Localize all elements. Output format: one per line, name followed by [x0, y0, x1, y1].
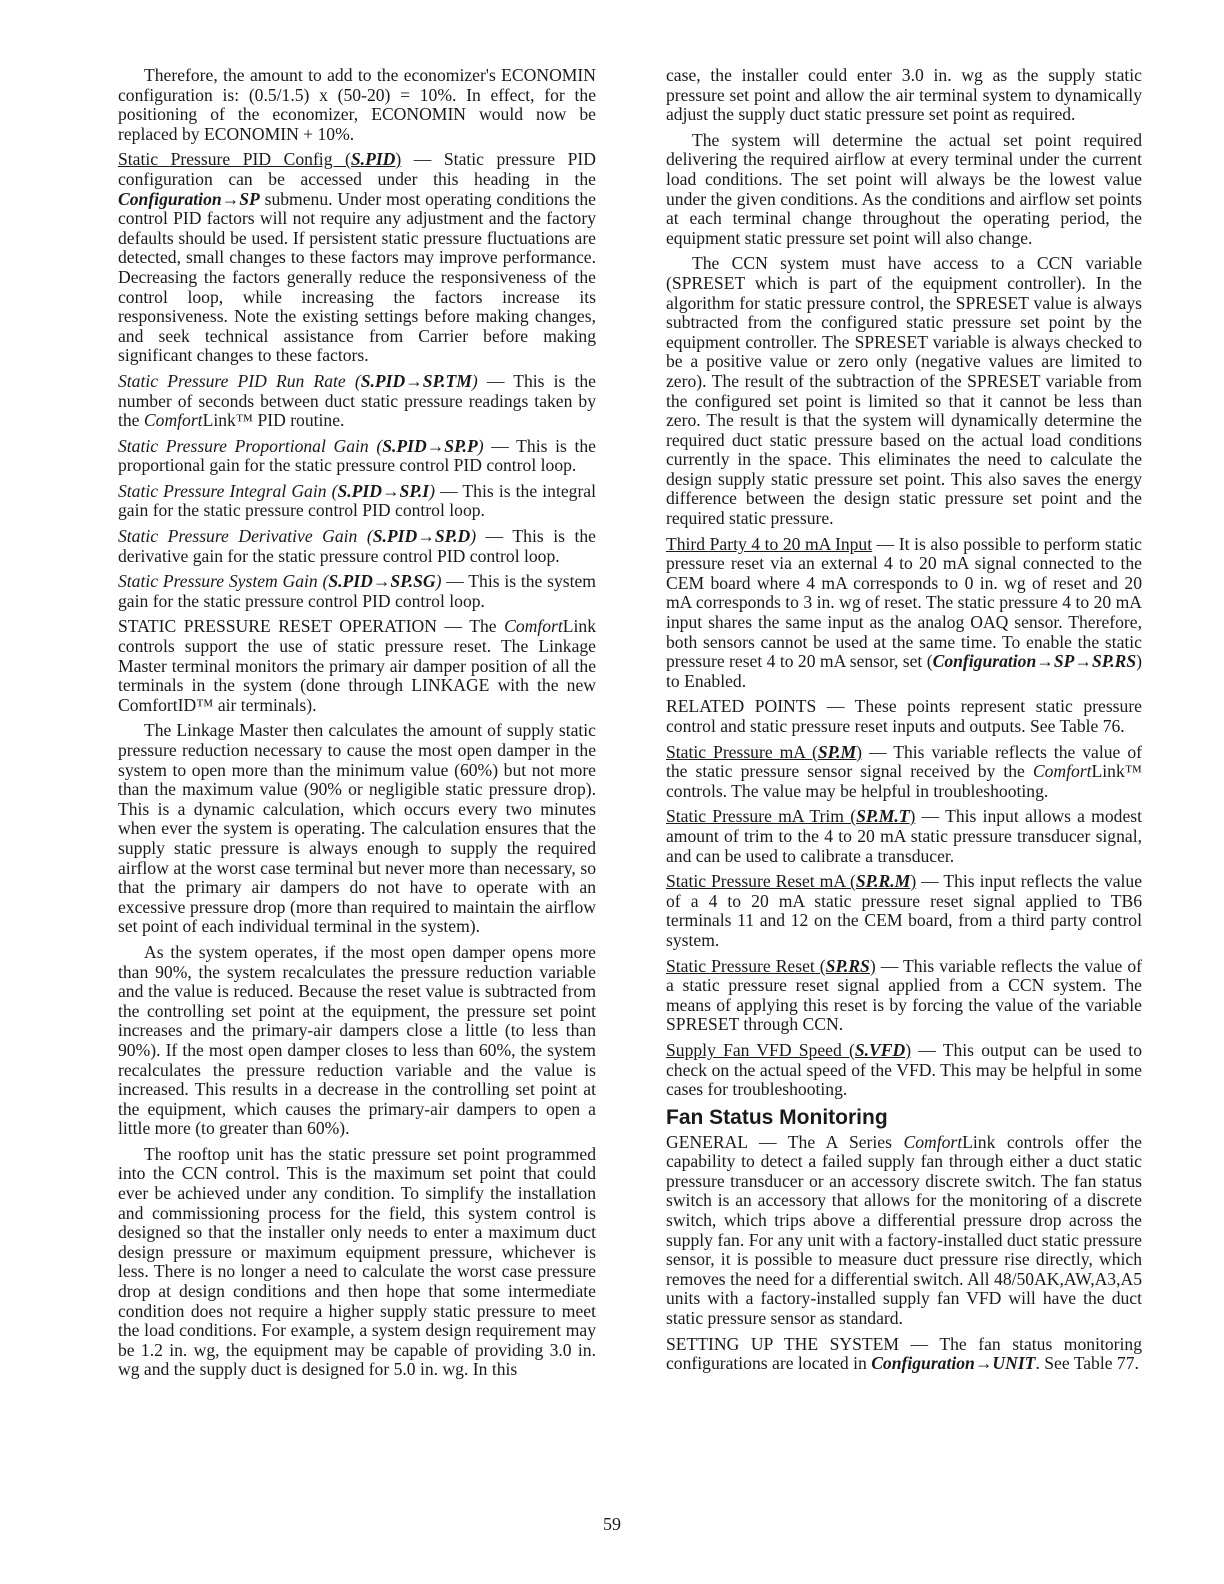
- item-heading: Static Pressure Derivative Gain (S.PID→SP.D): [118, 526, 477, 547]
- paragraph-static-pressure-ma: Static Pressure mA (SP.M) — This variable reflects the value of the static pressure sensor signal received by the ComfortLink™ controls. The value may be helpful in troubleshooting.: [666, 741, 1142, 801]
- caps-heading: STATIC PRESSURE RESET OPERATION: [118, 616, 437, 637]
- fan-status-monitoring-heading: Fan Status Monitoring: [666, 1105, 888, 1129]
- section-heading: Static Pressure mA (SP.M): [666, 741, 863, 762]
- caps-heading: GENERAL: [666, 1131, 748, 1152]
- paragraph: The CCN system must have access to a CCN variable (SPRESET which is part of the equipment controller). In the algorithm for static pressure control, the SPRESET value is always subtracted from the configured static pressure set point by the equipment controller. The SPRESET variable is always checked to be a positive value or zero only (negative values are limited to zero). The result of the subtraction of the SPRESET variable from the configured set point is limited so that it cannot be less than zero. The result is that the system will dynamically determine the required duct static pressure based on the actual load conditions currently in the space. This eliminates the need to calculate the design supply static pressure set point. This also saves the energy difference between the design static pressure set point and the required static pressure.: [666, 253, 1142, 529]
- paragraph: The rooftop unit has the static pressure set point programmed into the CCN control. This is the maximum set point that could ever be achieved under any condition. To simplify the installation and commissioning process for the field, this system control is designed so that the installer only needs to enter a maximum duct design pressure or maximum equipment pressure, whichever is less. There is no longer a need to calculate the worst case pressure drop at design conditions and then hope that some intermediate condition does not require a higher supply static pressure to meet the load conditions. For example, a system design requirement may be 1.2 in. wg, the equipment may be capable of providing 3.0 in. wg and the supply duct is designed for 5.0 in. wg. In this: [118, 1143, 596, 1380]
- paragraph: case, the installer could enter 3.0 in. wg as the supply static pressure set point and allow the air terminal system to dynamically adjust the supply duct static pressure set point as required.: [666, 65, 1142, 125]
- paragraph-integral-gain: Static Pressure Integral Gain (S.PID→SP.I) — This is the integral gain for the static pressure control PID control loop.: [118, 480, 596, 521]
- caps-heading: SETTING UP THE SYSTEM: [666, 1333, 900, 1354]
- paragraph-reset-operation: STATIC PRESSURE RESET OPERATION — The ComfortLink controls support the use of static pressure reset. The Linkage Master terminal monitors the primary air damper position of all the terminals in the system (done through LINKAGE with the new ComfortID™ air terminals).: [118, 616, 597, 715]
- paragraph: As the system operates, if the most open damper opens more than 90%, the system recalculates the pressure reduction variable and the value is reduced. Because the reset value is subtracted from the controlling set point at the equipment, the pressure set point increases and the primary-air dampers close a little (to less than 90%). If the most open damper closes to less than 60%, the system recalculates the pressure reduction variable and the value is increased. This results in a decrease in the controlling set point at the equipment, which causes the primary-air dampers to open a little more (to greater than 60%).: [118, 941, 596, 1139]
- left-column: [118, 66, 596, 1386]
- paragraph-static-pressure-pid-config: Static Pressure PID Config (S.PID) — Static pressure PID configuration can be accessed under this heading in the Configuration→SP submenu. Under most operating conditions the control PID factors will not require any adjustment and the factory defaults should be used. If persistent static pressure fluctuations are detected, small changes to these factors may improve performance. Decreasing the factors generally reduce the responsiveness of the control loop, while increasing the factors increase its responsiveness. Note the existing settings before making changes, and seek technical assistance from Carrier before making significant changes to these factors.: [118, 149, 596, 366]
- paragraph-third-party-input: Third Party 4 to 20 mA Input — It is also possible to perform static pressure reset via an external 4 to 20 mA signal connected to the CEM board where 4 mA corresponds to 0 in. wg of reset and 20 mA corresponds to 3 in. wg of reset. The static pressure 4 to 20 mA input shares the same input as the analog OAQ sensor. Therefore, both sensors cannot be used at the same time. To enable the static pressure reset 4 to 20 mA sensor, set (Configuration→SP→SP.RS) to Enabled.: [666, 533, 1142, 691]
- section-heading: Supply Fan VFD Speed (S.VFD): [666, 1039, 912, 1060]
- section-heading: Static Pressure PID Config (S.PID): [118, 149, 402, 170]
- section-heading: Static Pressure Reset mA (SP.R.M): [666, 871, 917, 892]
- paragraph-ma-trim: Static Pressure mA Trim (SP.M.T) — This input allows a modest amount of trim to the 4 to 20 mA static pressure transducer signal, and can be used to calibrate a transducer.: [666, 806, 1142, 866]
- item-heading: Static Pressure Integral Gain (S.PID→SP.I): [118, 480, 435, 501]
- section-heading: Static Pressure Reset (SP.RS): [666, 955, 876, 976]
- paragraph: Therefore, the amount to add to the economizer's ECONOMIN configuration is: (0.5/1.5) x (50-20) = 10%. In effect, for the positioning of the economizer, ECONOMIN would now be replaced by ECONOMIN + 10%.: [118, 65, 596, 144]
- item-heading: Static Pressure PID Run Rate (S.PID→SP.TM): [118, 370, 478, 391]
- paragraph-pid-run-rate: Static Pressure PID Run Rate (S.PID→SP.TM) — This is the number of seconds between duct static pressure readings taken by the ComfortLink™ PID routine.: [118, 370, 596, 431]
- paragraph-derivative-gain: Static Pressure Derivative Gain (S.PID→SP.D) — This is the derivative gain for the static pressure control PID control loop.: [118, 526, 596, 566]
- paragraph-proportional-gain: Static Pressure Proportional Gain (S.PID→SP.P) — This is the proportional gain for the static pressure control PID control loop.: [118, 435, 596, 476]
- paragraph-related-points: RELATED POINTS — These points represent static pressure control and static pressure reset inputs and outputs. See Table 76.: [666, 696, 1142, 736]
- right-column: [666, 66, 1142, 1380]
- paragraph-static-pressure-reset: Static Pressure Reset (SP.RS) — This variable reflects the value of a static pressure reset signal applied from a CCN system. The means of applying this reset is by forcing the value of the variable SPRESET through CCN.: [666, 955, 1142, 1035]
- item-heading: Static Pressure System Gain (S.PID→SP.SG): [118, 571, 442, 592]
- page-number: 59: [603, 1514, 621, 1534]
- paragraph-setting-up: SETTING UP THE SYSTEM — The fan status monitoring configurations are located in Configuration→UNIT. See Table 77.: [666, 1333, 1143, 1374]
- paragraph-general: GENERAL — The A Series ComfortLink controls offer the capability to detect a failed supply fan through either a duct static pressure transducer or an accessory discrete switch. The fan status switch is an accessory that allows for the monitoring of a discrete switch, which trips above a differential pressure drop across the supply fan. For any unit with a factory-installed duct static pressure sensor, it is possible to measure duct pressure rise directly, which removes the need for a differential switch. All 48/50AK,AW,A3,A5 units with a factory-installed supply fan VFD will have the duct static pressure sensor as standard.: [666, 1131, 1142, 1329]
- paragraph-system-gain: Static Pressure System Gain (S.PID→SP.SG) — This is the system gain for the static pressure control PID control loop.: [118, 571, 596, 611]
- paragraph: The Linkage Master then calculates the amount of supply static pressure reduction necessary to cause the most open damper in the system to open more than the minimum value (60%) but not more than the maximum value (90% or negligible static pressure drop). This is a dynamic calculation, which occurs every two minutes when ever the system is operating. The calculation ensures that the supply static pressure is always enough to supply the required airflow at the worst case terminal but never more than necessary, so that the primary air dampers do not have to operate with an excessive pressure drop (more than required to maintain the airflow set point of each individual terminal in the system).: [118, 720, 596, 937]
- paragraph: The system will determine the actual set point required delivering the required airflow at every terminal under the current load conditions. The set point will always be the lowest value under the given conditions. As the conditions and airflow set points at each terminal change throughout the operating period, the equipment static pressure set point will also change.: [666, 129, 1142, 248]
- section-heading: Third Party 4 to 20 mA Input: [666, 533, 873, 554]
- section-heading: Static Pressure mA Trim (SP.M.T): [666, 806, 916, 827]
- paragraph-supply-fan-vfd-speed: Supply Fan VFD Speed (S.VFD) — This output can be used to check on the actual speed of the VFD. This may be helpful in some cases for troubleshooting.: [666, 1039, 1142, 1100]
- paragraph-reset-ma: Static Pressure Reset mA (SP.R.M) — This input reflects the value of a 4 to 20 mA static pressure reset signal applied to TB6 terminals 11 and 12 on the CEM board, from a third party control system.: [666, 871, 1142, 950]
- item-heading: Static Pressure Proportional Gain (S.PID→SP.P): [118, 435, 484, 456]
